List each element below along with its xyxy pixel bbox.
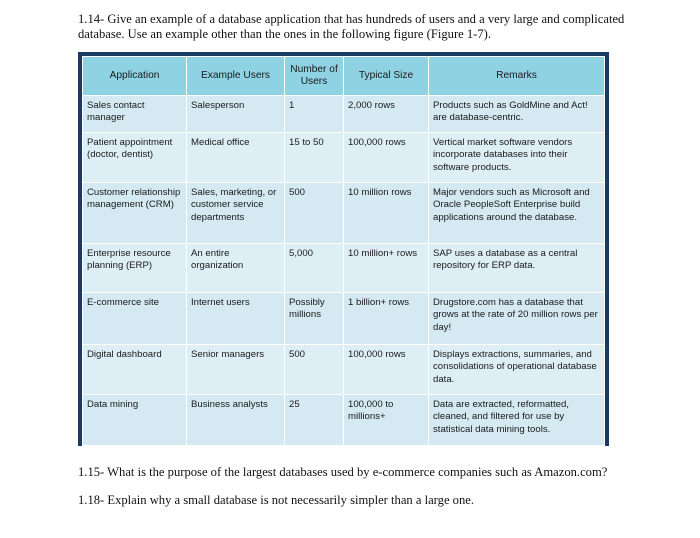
cell-typical-size: 100,000 rows: [344, 345, 429, 395]
cell-example-users: Senior managers: [187, 345, 285, 395]
cell-example-users: Business analysts: [187, 395, 285, 446]
header-example-users: Example Users: [187, 57, 285, 96]
cell-number-of-users: 15 to 50: [285, 133, 344, 183]
cell-remarks: Displays extractions, summaries, and consolidations of operational database data.: [429, 345, 605, 395]
cell-typical-size: 100,000 rows: [344, 133, 429, 183]
cell-number-of-users: 500: [285, 183, 344, 244]
cell-example-users: Sales, marketing, or customer service departments: [187, 183, 285, 244]
cell-number-of-users: 1: [285, 96, 344, 133]
question-1-18: 1.18- Explain why a small database is not necessarily simpler than a large one.: [78, 493, 475, 507]
table-row: [83, 96, 605, 133]
cell-typical-size: 100,000 to millions+: [344, 395, 429, 446]
question-1-14: 1.14- Give an example of a database application that has hundreds of users and a very large and complicated database. Use an example other than the ones in the following figure (Figure 1-7).: [78, 12, 625, 41]
database-examples-table: [82, 56, 605, 446]
cell-number-of-users: Possibly millions: [285, 293, 344, 345]
figure-1-7-table: [78, 52, 609, 446]
cell-example-users: Salesperson: [187, 96, 285, 133]
header-remarks: Remarks: [429, 57, 605, 96]
cell-remarks: Drugstore.com has a database that grows at the rate of 20 million rows per day!: [429, 293, 605, 345]
cell-typical-size: 1 billion+ rows: [344, 293, 429, 345]
cell-application: Patient appointment (doctor, dentist): [83, 133, 187, 183]
cell-typical-size: 10 million rows: [344, 183, 429, 244]
cell-typical-size: 2,000 rows: [344, 96, 429, 133]
header-application: Application: [83, 57, 187, 96]
cell-example-users: Medical office: [187, 133, 285, 183]
table-header-row: [83, 57, 605, 96]
question-1-15: 1.15- What is the purpose of the largest databases used by e-commerce companies such as Amazon.com?: [78, 465, 608, 479]
cell-remarks: Data are extracted, reformatted, cleaned, and filtered for use by statistical data mining tools.: [429, 395, 605, 446]
cell-application: Customer relationship management (CRM): [83, 183, 187, 244]
table-row: [83, 293, 605, 345]
header-typical-size: Typical Size: [344, 57, 429, 96]
cell-remarks: Vertical market software vendors incorporate databases into their software products.: [429, 133, 605, 183]
cell-application: Enterprise resource planning (ERP): [83, 244, 187, 293]
cell-number-of-users: 5,000: [285, 244, 344, 293]
table-row: [83, 345, 605, 395]
cell-example-users: Internet users: [187, 293, 285, 345]
cell-application: Digital dashboard: [83, 345, 187, 395]
cell-number-of-users: 500: [285, 345, 344, 395]
cell-number-of-users: 25: [285, 395, 344, 446]
table-row: [83, 183, 605, 244]
table-row: [83, 244, 605, 293]
cell-remarks: Major vendors such as Microsoft and Oracle PeopleSoft Enterprise build applications around the database.: [429, 183, 605, 244]
table-row: [83, 133, 605, 183]
cell-application: E-commerce site: [83, 293, 187, 345]
cell-application: Sales contact manager: [83, 96, 187, 133]
cell-remarks: Products such as GoldMine and Act! are database-centric.: [429, 96, 605, 133]
header-number-of-users: Number of Users: [285, 57, 344, 96]
cell-application: Data mining: [83, 395, 187, 446]
table-row: [83, 395, 605, 446]
cell-example-users: An entire organization: [187, 244, 285, 293]
cell-remarks: SAP uses a database as a central repository for ERP data.: [429, 244, 605, 293]
cell-typical-size: 10 million+ rows: [344, 244, 429, 293]
